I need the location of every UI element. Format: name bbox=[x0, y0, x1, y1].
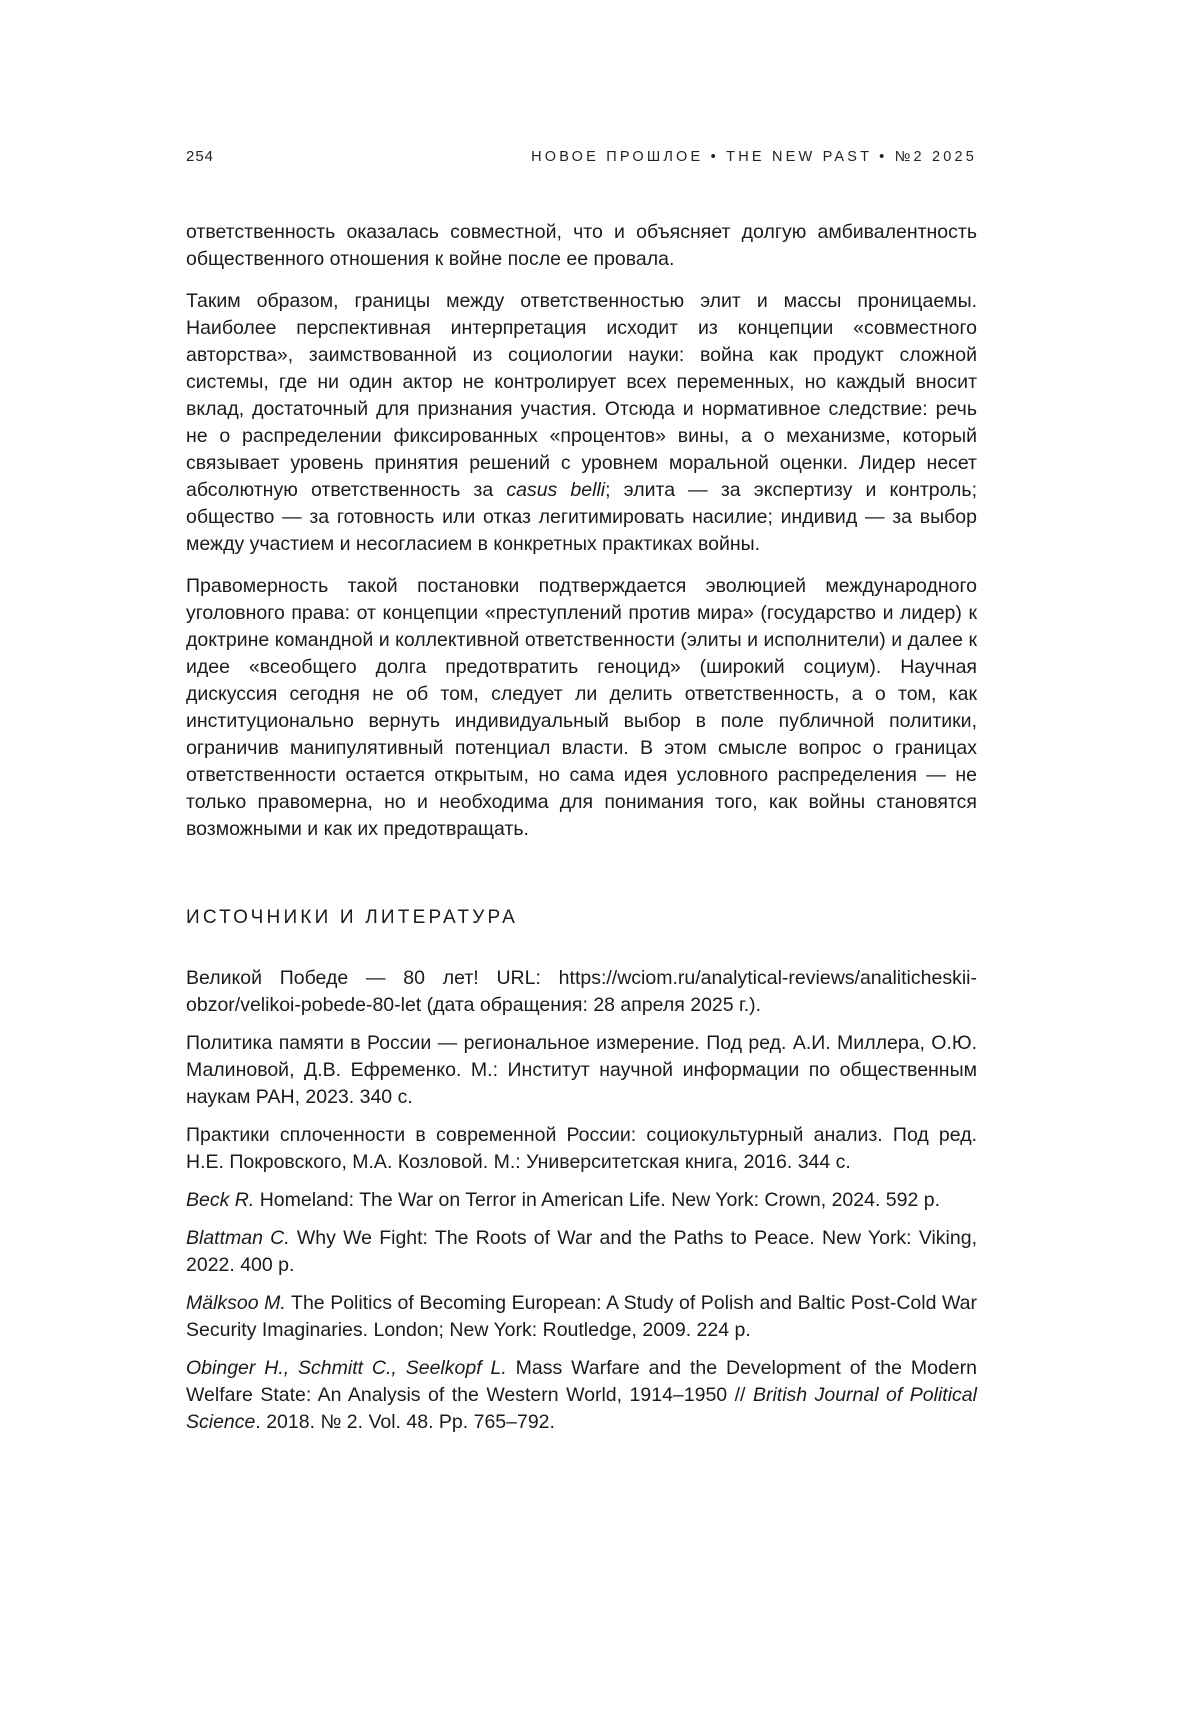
paragraph bbox=[186, 573, 977, 843]
page-header bbox=[186, 148, 977, 165]
text-run: Why We Fight: The Roots of War and the Paths to Peace. New York: Viking, 2022. 400 p. bbox=[186, 1227, 977, 1276]
text-run: Таким образом, границы между ответственностью элит и массы проницаемы. Наиболее перспективная интерпретация исходит из концепции «совместного авторства», заимствованной из социологии науки: война как продукт сложной системы, где ни один актор не контролирует всех переменных, но каждый вносит вклад, достаточный для признания участия. Отсюда и нормативное следствие: речь не о распределении фиксированных «процентов» вины, а о механизме, который связывает уровень принятия решений с уровнем моральной оценки. Лидер несет абсолютную ответственность за bbox=[186, 290, 977, 501]
reference-item bbox=[186, 1290, 977, 1344]
body-paragraphs bbox=[186, 219, 977, 843]
article-body bbox=[186, 219, 977, 1436]
text-run: Правомерность такой постановки подтверждается эволюцией международного уголовного права: от концепции «преступлений против мира» (государство и лидер) к доктрине командной и коллективной ответственности (элиты и исполнители) и далее к идее «всеобщего долга предотвратить геноцид» (широкий социум). Научная дискуссия сегодня не об том, следует ли делить ответственность, а о том, как институционально вернуть индивидуальный выбор в поле публичной политики, ограничив манипулятивный потенциал власти. В этом смысле вопрос о границах ответственности остается открытым, но сама идея условного распределения — не только правомерна, но и необходима для понимания того, как войны становятся возможными и как их предотвращать. bbox=[186, 575, 977, 840]
text-run: Практики сплоченности в современной России: социокультурный анализ. Под ред. Н.Е. Покровского, М.А. Козловой. М.: Университетская книга, 2016. 344 с. bbox=[186, 1124, 977, 1173]
reference-item bbox=[186, 1187, 977, 1214]
reference-item bbox=[186, 1122, 977, 1176]
text-run: . 2018. № 2. Vol. 48. Pp. 765–792. bbox=[255, 1411, 555, 1433]
paragraph bbox=[186, 288, 977, 558]
references-list bbox=[186, 965, 977, 1436]
italic-text-run: Mälksoo M. bbox=[186, 1292, 286, 1314]
italic-text-run: Blattman C. bbox=[186, 1227, 290, 1249]
reference-item bbox=[186, 965, 977, 1019]
italic-text-run: Obinger H., Schmitt C., Seelkopf L. bbox=[186, 1357, 507, 1379]
italic-text-run: British Journal of Political Science bbox=[186, 1384, 977, 1433]
sources-heading: ИСТОЧНИКИ И ЛИТЕРАТУРА bbox=[186, 907, 518, 928]
reference-item bbox=[186, 1225, 977, 1279]
reference-item bbox=[186, 1355, 977, 1436]
reference-item bbox=[186, 1030, 977, 1111]
italic-text-run: Beck R. bbox=[186, 1189, 255, 1211]
text-run: Политика памяти в России — региональное измерение. Под ред. А.И. Миллера, О.Ю. Малиновой, Д.В. Ефременко. М.: Институт научной информации по общественным наукам РАН, 2023. 340 с. bbox=[186, 1032, 977, 1108]
running-head: НОВОЕ ПРОШЛОЕ • THE NEW PAST • №2 2025 bbox=[531, 149, 977, 165]
italic-text-run: casus belli bbox=[506, 479, 606, 501]
text-run: ответственность оказалась совместной, что и объясняет долгую амбивалентность общественного отношения к войне после ее провала. bbox=[186, 221, 977, 270]
paragraph bbox=[186, 219, 977, 273]
text-run: Homeland: The War on Terror in American Life. New York: Crown, 2024. 592 p. bbox=[254, 1189, 941, 1211]
text-run: Великой Победе — 80 лет! URL: https://wciom.ru/analytical-reviews/analiticheskii-obzor/velikoi-pobede-80-let (дата обращения: 28 апреля 2025 г.). bbox=[186, 967, 977, 1016]
page-number: 254 bbox=[186, 148, 215, 165]
text-run: The Politics of Becoming European: A Study of Polish and Baltic Post-Cold War Security Imaginaries. London; New York: Routledge, 2009. 224 p. bbox=[186, 1292, 977, 1341]
text-run: Mass Warfare and the Development of the Modern Welfare State: An Analysis of the Western World, 1914–1950 // bbox=[186, 1357, 977, 1406]
text-run: ; элита — за экспертизу и контроль; общество — за готовность или отказ легитимировать насилие; индивид — за выбор между участием и несогласием в конкретных практиках войны. bbox=[186, 479, 978, 555]
